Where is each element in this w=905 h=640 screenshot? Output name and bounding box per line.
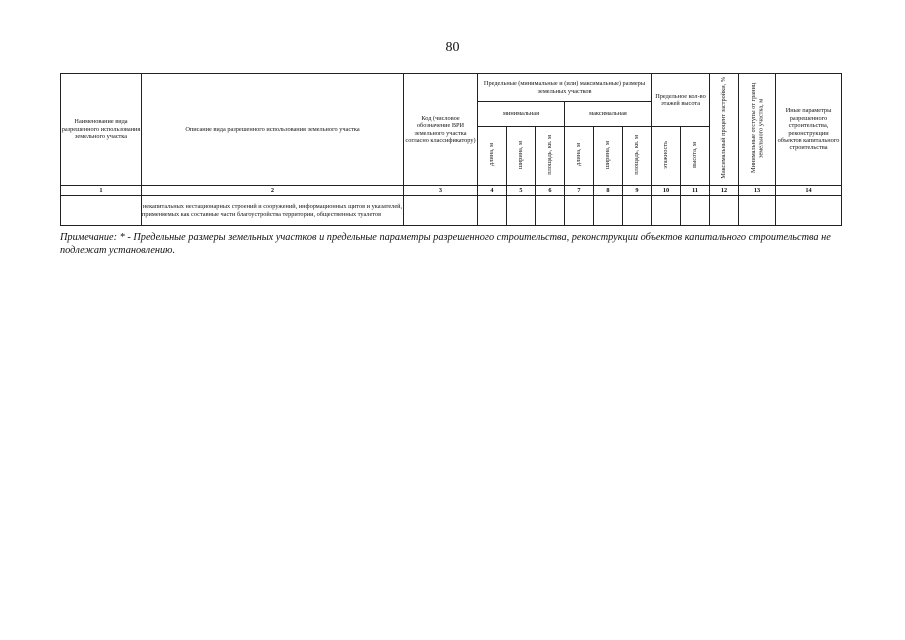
col-number-2: 2 <box>142 186 404 196</box>
col-number-1: 1 <box>61 186 142 196</box>
header-code: Код (числовое обозначение ВРИ земельного участка согласно классификатору) <box>404 74 478 186</box>
header-min-area: площадь, кв. м <box>536 127 565 186</box>
col-number-12: 12 <box>710 186 739 196</box>
table-row <box>61 196 842 226</box>
header-min: минимальная <box>478 102 565 127</box>
row-cell-empty <box>565 196 594 226</box>
header-max-area: площадь, кв. м <box>623 127 652 186</box>
header-min-length: длина, м <box>478 127 507 186</box>
header-storeys: этажность <box>652 127 681 186</box>
col-number-10: 10 <box>652 186 681 196</box>
row-description: некапитальных нестационарных строений и сооружений, информационных щитов и указателей, применяемых как составные части благоустройства территории, общественных туалетов <box>142 196 404 226</box>
header-setback: Минимальные отступы от границ земельного участка, м <box>739 74 776 186</box>
header-max-length: длина, м <box>565 127 594 186</box>
row-cell-empty <box>536 196 565 226</box>
page-number: 80 <box>445 40 460 55</box>
footnote: Примечание: * - Предельные размеры земельных участков и предельные параметры разрешенного строительства, реконструкции объектов капитального строительства не подлежат установлению. <box>60 232 831 256</box>
header-height: высота, м <box>681 127 710 186</box>
row-cell-empty <box>404 196 478 226</box>
row-cell-empty <box>507 196 536 226</box>
col-number-3: 3 <box>404 186 478 196</box>
header-min-width: ширина, м <box>507 127 536 186</box>
row-cell-empty <box>478 196 507 226</box>
header-max-width: ширина, м <box>594 127 623 186</box>
row-cell-empty <box>681 196 710 226</box>
row-cell-empty <box>623 196 652 226</box>
col-number-8: 8 <box>594 186 623 196</box>
row-cell-empty <box>594 196 623 226</box>
header-name: Наименование вида разрешенного использования земельного участка <box>61 74 142 186</box>
row-cell-empty <box>739 196 776 226</box>
row-cell-empty <box>776 196 842 226</box>
col-number-5: 5 <box>507 186 536 196</box>
col-number-6: 6 <box>536 186 565 196</box>
row-cell-empty <box>710 196 739 226</box>
row-cell-empty <box>61 196 142 226</box>
parameters-table <box>60 73 842 226</box>
header-floors: Предельное кол-во этажей высота <box>652 74 710 127</box>
row-cell-empty <box>652 196 681 226</box>
col-number-4: 4 <box>478 186 507 196</box>
col-number-7: 7 <box>565 186 594 196</box>
col-number-14: 14 <box>776 186 842 196</box>
header-other: Иные параметры разрешенного строительства, реконструкции объектов капитального строительства <box>776 74 842 186</box>
header-percent: Максимальный процент застройки, % <box>710 74 739 186</box>
header-max: максимальная <box>565 102 652 127</box>
col-number-11: 11 <box>681 186 710 196</box>
header-description: Описание вида разрешенного использования земельного участка <box>142 74 404 186</box>
col-number-13: 13 <box>739 186 776 196</box>
col-number-9: 9 <box>623 186 652 196</box>
header-sizes: Предельные (минимальные и (или) максимальные) размеры земельных участков <box>478 74 652 102</box>
